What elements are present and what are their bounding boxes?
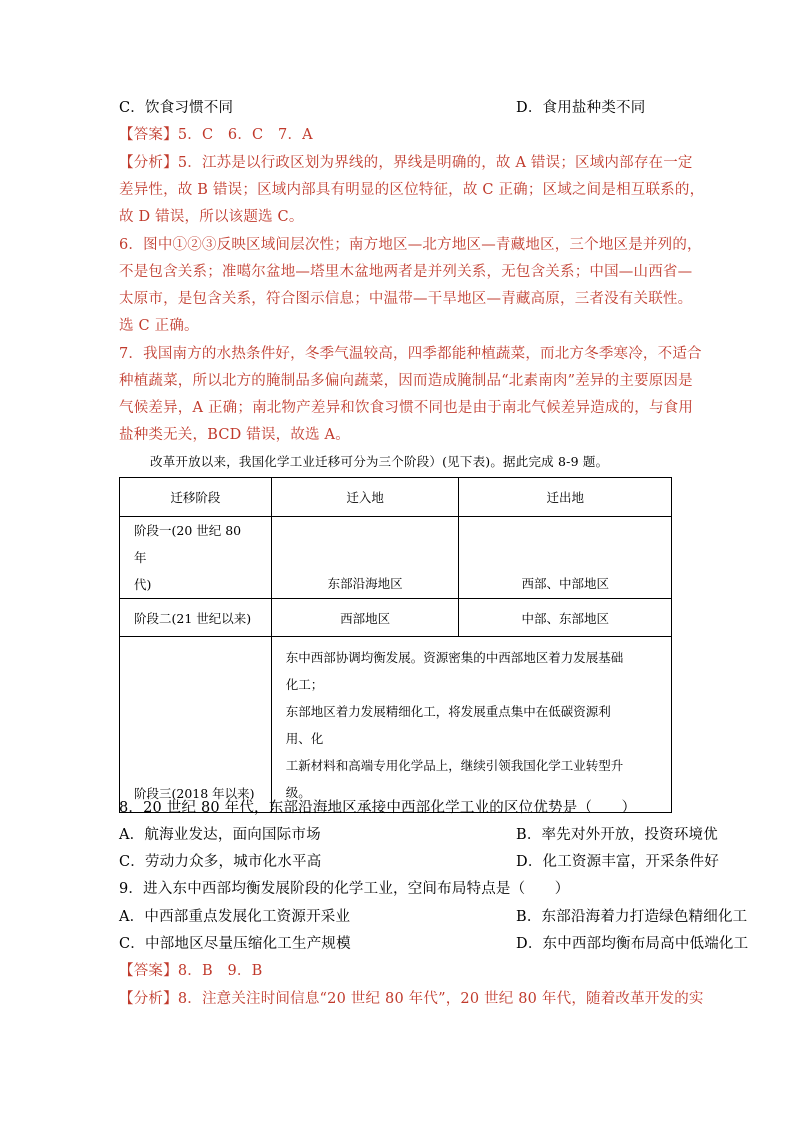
cell-line: 工新材料和高端专用化学品上，继续引领我国化学工业转型升: [285, 757, 624, 773]
analysis-line: 选 C 正确。: [119, 318, 199, 334]
answer-line: [119, 959, 262, 980]
analysis-line: [119, 151, 693, 172]
analysis-label: 【分析】: [119, 155, 178, 171]
table-cell: 阶段三(2018 年以来): [120, 637, 272, 813]
cell-line: 阶段一(20 世纪 80 年: [134, 523, 242, 565]
analysis-label: 【分析】: [119, 991, 178, 1007]
analysis-line: 气候差异，A 正确；南北物产差异和饮食习惯不同也是由于南北气候差异造成的，与食用: [119, 400, 694, 416]
answer-label: 【答案】: [119, 963, 178, 979]
table-cell: [271, 637, 671, 813]
option-c: C．劳动力众多，城市化水平高: [119, 854, 322, 870]
analysis-line: 盐种类无关，BCD 错误，故选 A。: [119, 427, 350, 443]
analysis-line: 太原市，是包含关系，符合图示信息；中温带—干旱地区—青藏高原，三者没有关联性。: [119, 291, 693, 307]
analysis-line: [119, 987, 704, 1008]
table-header: 迁出地: [459, 478, 672, 517]
table-header: 迁移阶段: [120, 478, 272, 517]
option-row: [119, 850, 719, 871]
option-row: [119, 823, 718, 844]
option-row: [119, 96, 646, 117]
analysis-line: 7．我国南方的水热条件好，冬季气温较高，四季都能种植蔬菜，而北方冬季寒冷，不适合: [119, 346, 702, 362]
analysis-line: 6．图中①②③反映区域间层次性；南方地区—北方地区—青藏地区，三个地区是并列的，: [119, 237, 702, 253]
table-header: 迁入地: [271, 478, 459, 517]
migration-table: [119, 477, 672, 813]
option-row: [119, 905, 748, 926]
option-d: D．化工资源丰富，开采条件好: [516, 854, 719, 870]
table-cell: 中部、东部地区: [459, 599, 672, 637]
option-d: D．食用盐种类不同: [516, 100, 646, 116]
table-header-row: [120, 478, 672, 517]
option-b: B．率先对外开放，投资环境优: [516, 827, 718, 843]
answer-line: [119, 123, 313, 144]
table-cell: 西部地区: [271, 599, 459, 637]
option-c: C．饮食习惯不同: [119, 100, 234, 116]
answer-text: 5．C 6．C 7．A: [177, 127, 313, 143]
analysis-text: 8．注意关注时间信息“20 世纪 80 年代”，20 世纪 80 年代，随着改革开发的实: [177, 991, 704, 1007]
option-a: A．航海业发达，面向国际市场: [119, 827, 321, 843]
intro-text: 改革开放以来，我国化学工业迁移可分为三个阶段）(见下表)。据此完成 8-9 题。: [150, 454, 609, 469]
analysis-line: 种植蔬菜，所以北方的腌制品多偏向蔬菜，因而造成腌制品“北素南肉”差异的主要原因是: [119, 373, 693, 389]
option-c: C．中部地区尽量压缩化工生产规模: [119, 936, 351, 952]
cell-line: 东中西部协调均衡发展。资源密集的中西部地区着力发展基础: [285, 649, 624, 665]
analysis-line: 差异性，故 B 错误；区域内部具有明显的区位特征，故 C 正确；区域之间是相互联系的，: [119, 182, 705, 198]
cell-line: 化工；: [285, 676, 324, 692]
question-stem: 8．20 世纪 80 年代，东部沿海地区承接中西部化学工业的区位优势是（ ）: [119, 800, 637, 816]
cell-line: 代): [134, 577, 152, 592]
option-a: A．中西部重点发展化工资源开采业: [119, 909, 351, 925]
answer-label: 【答案】: [119, 127, 178, 143]
option-b: B．东部沿海着力打造绿色精细化工: [516, 909, 748, 925]
table-cell: 西部、中部地区: [459, 517, 672, 599]
answer-text: 8．B 9．B: [177, 963, 263, 979]
question-stem: 9．进入东中西部均衡发展阶段的化学工业，空间布局特点是（ ）: [119, 881, 570, 897]
analysis-text: 5．江苏是以行政区划为界线的，界线是明确的，故 A 错误；区域内部存在一定: [177, 155, 693, 171]
cell-line: 用、化: [285, 730, 324, 746]
cell-line: 级。: [285, 784, 311, 800]
option-row: [119, 932, 749, 953]
analysis-line: 故 D 错误，所以该题选 C。: [119, 209, 304, 225]
analysis-line: 不是包含关系；准噶尔盆地—塔里木盆地两者是并列关系，无包含关系；中国—山西省—: [119, 264, 693, 280]
table-row: [120, 517, 672, 599]
table-cell: [120, 517, 272, 599]
cell-line: 东部地区着力发展精细化工，将发展重点集中在低碳资源利: [285, 703, 611, 719]
table-cell: 阶段二(21 世纪以来): [120, 599, 272, 637]
table-cell: 东部沿海地区: [271, 517, 459, 599]
option-d: D．东中西部均衡布局高中低端化工: [516, 936, 749, 952]
table-row: [120, 637, 672, 813]
table-row: [120, 599, 672, 637]
